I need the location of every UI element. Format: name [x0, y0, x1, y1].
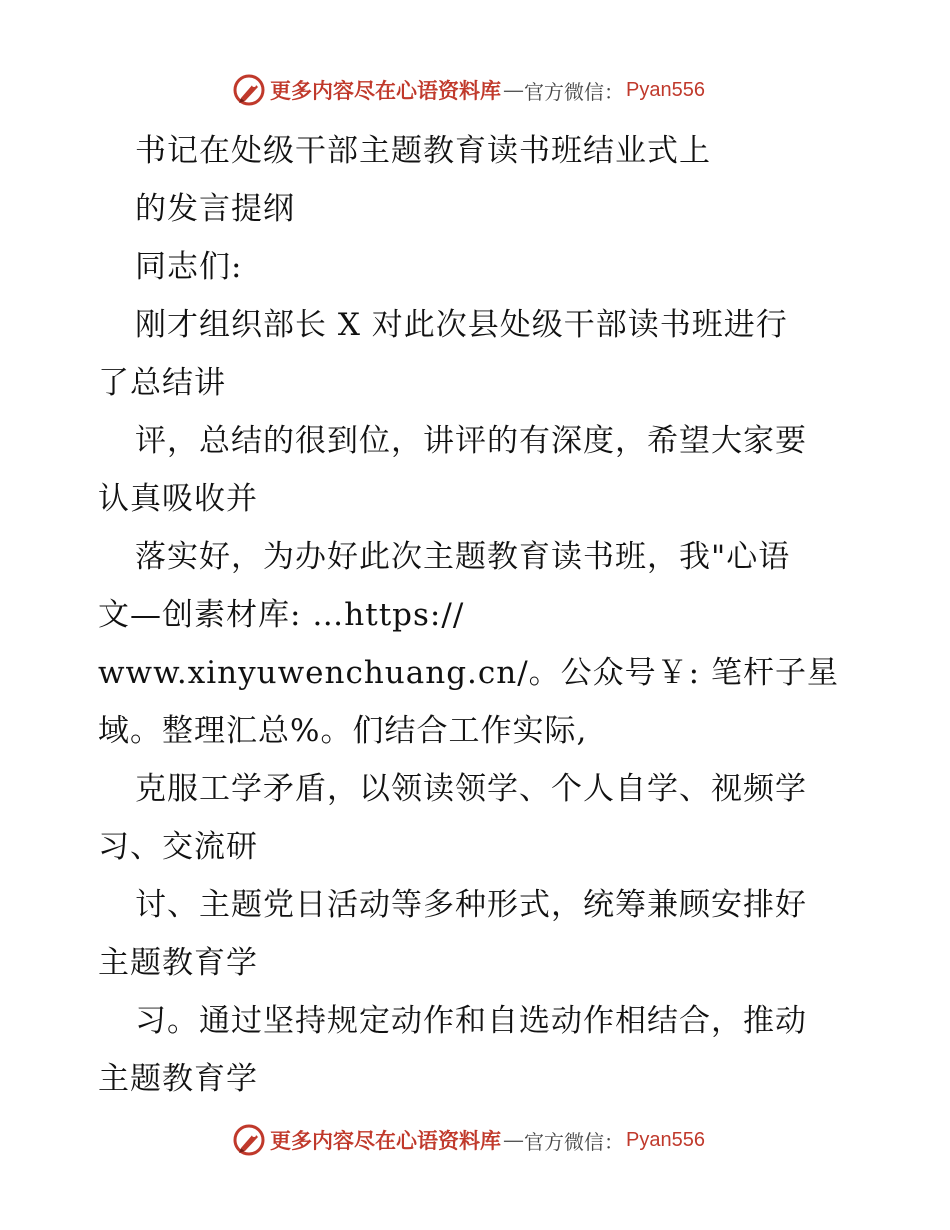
watermark-wechat-id: Pyan556	[626, 78, 705, 101]
doc-paragraph-line: 文—创素材库: …https://	[98, 597, 465, 633]
doc-paragraph-line: www.xinyuwenchuang.cn/。公众号￥: 笔杆子星	[98, 655, 839, 691]
watermark-wechat-id: Pyan556	[626, 1128, 705, 1151]
doc-paragraph-line: 刚才组织部长 X 对此次县处级干部读书班进行	[135, 307, 788, 343]
footer-watermark-banner	[232, 1120, 705, 1160]
doc-paragraph-line: 落实好，为办好此次主题教育读书班，我"心语	[135, 539, 791, 575]
watermark-separator: —	[503, 1128, 524, 1152]
doc-title-line-2: 的发言提纲	[135, 191, 295, 227]
document-body	[98, 122, 858, 1108]
doc-paragraph-line: 克服工学矛盾，以领读领学、个人自学、视频学	[135, 771, 807, 807]
doc-paragraph-line: 讨、主题党日活动等多种形式，统筹兼顾安排好	[135, 887, 807, 923]
doc-paragraph-line: 认真吸收并	[98, 481, 258, 517]
doc-paragraph-line: 习、交流研	[98, 829, 258, 865]
pen-nib-logo-icon	[232, 1123, 266, 1157]
header-watermark-banner	[232, 70, 705, 110]
watermark-separator: —	[503, 78, 524, 102]
doc-salutation: 同志们:	[135, 249, 243, 285]
doc-paragraph-line: 域。整理汇总%。们结合工作实际,	[98, 713, 588, 749]
doc-paragraph-line: 评，总结的很到位，讲评的有深度，希望大家要	[135, 423, 807, 459]
watermark-contact-label: 官方微信：	[524, 79, 624, 104]
watermark-brand-text: 更多内容尽在心语资料库	[270, 1128, 501, 1153]
watermark-contact-label: 官方微信：	[524, 1129, 624, 1154]
pen-nib-logo-icon	[232, 73, 266, 107]
doc-paragraph-line: 习。通过坚持规定动作和自选动作相结合，推动	[135, 1003, 807, 1039]
doc-paragraph-line: 主题教育学	[98, 945, 258, 981]
doc-title-line-1: 书记在处级干部主题教育读书班结业式上	[135, 133, 711, 169]
doc-paragraph-line: 了总结讲	[98, 365, 226, 401]
watermark-brand-text: 更多内容尽在心语资料库	[270, 78, 501, 103]
doc-paragraph-line: 主题教育学	[98, 1061, 258, 1097]
